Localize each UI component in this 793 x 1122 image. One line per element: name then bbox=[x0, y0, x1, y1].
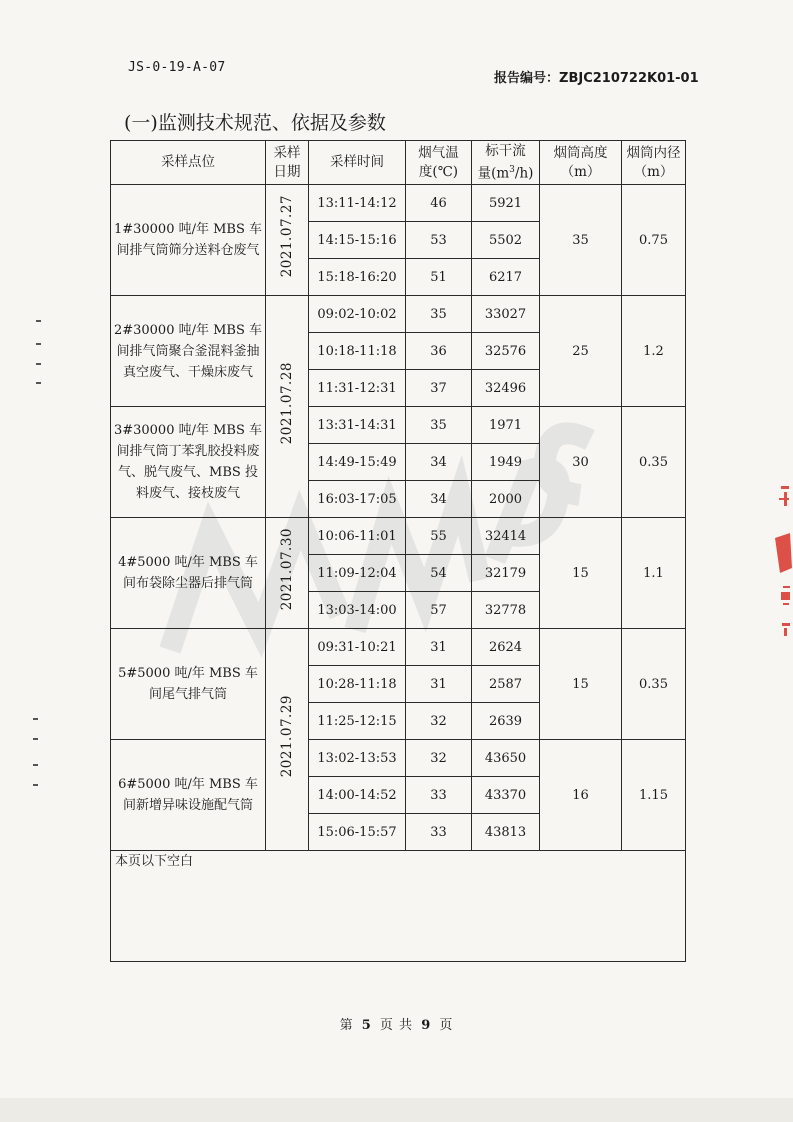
standard-dry-flow: 32414 bbox=[472, 518, 540, 555]
sampling-point: 1#30000 吨/年 MBS 车间排气筒筛分送料仓废气 bbox=[111, 185, 266, 296]
standard-dry-flow: 2587 bbox=[472, 666, 540, 703]
sampling-time: 10:18-11:18 bbox=[309, 333, 406, 370]
footer-suffix: 页 bbox=[439, 1018, 454, 1033]
flue-gas-temp: 33 bbox=[406, 777, 472, 814]
report-number-label: 报告编号： bbox=[494, 71, 560, 86]
sampling-time: 14:15-15:16 bbox=[309, 222, 406, 259]
flue-gas-temp: 51 bbox=[406, 259, 472, 296]
standard-dry-flow: 2639 bbox=[472, 703, 540, 740]
sampling-date: 2021.07.28 bbox=[266, 296, 309, 518]
flue-gas-temp: 32 bbox=[406, 703, 472, 740]
report-number-value: ZBJC210722K01-01 bbox=[559, 71, 699, 86]
flue-gas-temp: 31 bbox=[406, 629, 472, 666]
standard-dry-flow: 32179 bbox=[472, 555, 540, 592]
sampling-date: 2021.07.27 bbox=[266, 185, 309, 296]
sampling-time: 15:06-15:57 bbox=[309, 814, 406, 851]
flue-gas-temp: 35 bbox=[406, 296, 472, 333]
binding-mark bbox=[33, 738, 38, 740]
stack-diameter: 1.1 bbox=[622, 518, 686, 629]
sampling-date: 2021.07.30 bbox=[266, 518, 309, 629]
sampling-point: 6#5000 吨/年 MBS 车间新增异味设施配气筒 bbox=[111, 740, 266, 851]
sampling-time: 11:25-12:15 bbox=[309, 703, 406, 740]
sampling-time: 13:31-14:31 bbox=[309, 407, 406, 444]
table-row bbox=[111, 518, 686, 555]
blank-note-row bbox=[111, 851, 686, 962]
table-header-row bbox=[111, 141, 686, 185]
page-number: 5 bbox=[361, 1018, 372, 1033]
seal-stamp-fragment bbox=[770, 478, 793, 643]
flue-gas-temp: 35 bbox=[406, 407, 472, 444]
col-header-point: 采样点位 bbox=[111, 141, 266, 185]
sampling-time: 10:28-11:18 bbox=[309, 666, 406, 703]
standard-dry-flow: 1949 bbox=[472, 444, 540, 481]
table-row bbox=[111, 296, 686, 333]
stack-diameter: 1.15 bbox=[622, 740, 686, 851]
standard-dry-flow: 32778 bbox=[472, 592, 540, 629]
stack-height: 25 bbox=[540, 296, 622, 407]
stack-height: 30 bbox=[540, 407, 622, 518]
col-header-height: 烟筒高度 （m） bbox=[540, 141, 622, 185]
standard-dry-flow: 43370 bbox=[472, 777, 540, 814]
report-number bbox=[494, 67, 699, 86]
monitoring-parameters-table bbox=[110, 140, 686, 962]
flue-gas-temp: 36 bbox=[406, 333, 472, 370]
standard-dry-flow: 2000 bbox=[472, 481, 540, 518]
standard-dry-flow: 1971 bbox=[472, 407, 540, 444]
standard-dry-flow: 2624 bbox=[472, 629, 540, 666]
sampling-time: 13:11-14:12 bbox=[309, 185, 406, 222]
binding-mark bbox=[36, 382, 41, 384]
stack-diameter: 1.2 bbox=[622, 296, 686, 407]
flue-gas-temp: 37 bbox=[406, 370, 472, 407]
sampling-time: 11:09-12:04 bbox=[309, 555, 406, 592]
standard-dry-flow: 32576 bbox=[472, 333, 540, 370]
binding-mark bbox=[36, 363, 41, 365]
sampling-time: 13:02-13:53 bbox=[309, 740, 406, 777]
flue-gas-temp: 54 bbox=[406, 555, 472, 592]
binding-mark bbox=[36, 320, 41, 322]
footer-prefix: 第 bbox=[339, 1018, 354, 1033]
stack-height: 16 bbox=[540, 740, 622, 851]
standard-dry-flow: 5921 bbox=[472, 185, 540, 222]
col-header-flow: 标干流 量$(m^3/h)$ bbox=[472, 141, 540, 185]
sampling-time: 16:03-17:05 bbox=[309, 481, 406, 518]
stack-diameter: 0.75 bbox=[622, 185, 686, 296]
flue-gas-temp: 32 bbox=[406, 740, 472, 777]
flue-gas-temp: 57 bbox=[406, 592, 472, 629]
standard-dry-flow: 6217 bbox=[472, 259, 540, 296]
table-row bbox=[111, 740, 686, 777]
binding-mark bbox=[36, 343, 41, 345]
scan-bottom-edge bbox=[0, 1098, 793, 1122]
standard-dry-flow: 32496 bbox=[472, 370, 540, 407]
binding-mark bbox=[33, 764, 38, 766]
flue-gas-temp: 34 bbox=[406, 481, 472, 518]
page-footer bbox=[0, 1014, 793, 1033]
sampling-time: 13:03-14:00 bbox=[309, 592, 406, 629]
flue-gas-temp: 33 bbox=[406, 814, 472, 851]
sampling-time: 10:06-11:01 bbox=[309, 518, 406, 555]
binding-mark bbox=[33, 784, 38, 786]
sampling-time: 09:02-10:02 bbox=[309, 296, 406, 333]
standard-dry-flow: 33027 bbox=[472, 296, 540, 333]
sampling-date: 2021.07.29 bbox=[266, 629, 309, 851]
flue-gas-temp: 46 bbox=[406, 185, 472, 222]
sampling-point: 4#5000 吨/年 MBS 车间布袋除尘器后排气筒 bbox=[111, 518, 266, 629]
sampling-time: 14:49-15:49 bbox=[309, 444, 406, 481]
document-code: JS-0-19-A-07 bbox=[128, 60, 226, 75]
stack-height: 15 bbox=[540, 518, 622, 629]
col-header-time: 采样时间 bbox=[309, 141, 406, 185]
blank-note: 本页以下空白 bbox=[111, 851, 686, 962]
footer-middle: 页 共 bbox=[379, 1018, 414, 1033]
stack-diameter: 0.35 bbox=[622, 407, 686, 518]
sampling-time: 09:31-10:21 bbox=[309, 629, 406, 666]
stack-height: 35 bbox=[540, 185, 622, 296]
standard-dry-flow: 43650 bbox=[472, 740, 540, 777]
page-total: 9 bbox=[421, 1018, 432, 1033]
table-row bbox=[111, 407, 686, 444]
table-row bbox=[111, 629, 686, 666]
flue-gas-temp: 31 bbox=[406, 666, 472, 703]
table-row bbox=[111, 185, 686, 222]
standard-dry-flow: 43813 bbox=[472, 814, 540, 851]
col-header-diameter: 烟筒内径 （m） bbox=[622, 141, 686, 185]
standard-dry-flow: 5502 bbox=[472, 222, 540, 259]
sampling-point: 2#30000 吨/年 MBS 车间排气筒聚合釜混料釜抽真空废气、干燥床废气 bbox=[111, 296, 266, 407]
stack-height: 15 bbox=[540, 629, 622, 740]
sampling-time: 15:18-16:20 bbox=[309, 259, 406, 296]
sampling-point: 5#5000 吨/年 MBS 车间尾气排气筒 bbox=[111, 629, 266, 740]
col-header-temp: 烟气温 度(℃) bbox=[406, 141, 472, 185]
flue-gas-temp: 34 bbox=[406, 444, 472, 481]
binding-mark bbox=[33, 718, 38, 720]
stack-diameter: 0.35 bbox=[622, 629, 686, 740]
sampling-time: 11:31-12:31 bbox=[309, 370, 406, 407]
sampling-time: 14:00-14:52 bbox=[309, 777, 406, 814]
section-title: (一)监测技术规范、依据及参数 bbox=[124, 112, 386, 134]
sampling-point: 3#30000 吨/年 MBS 车间排气筒丁苯乳胶投料废气、脱气废气、MBS 投料废气、接枝废气 bbox=[111, 407, 266, 518]
flue-gas-temp: 55 bbox=[406, 518, 472, 555]
flue-gas-temp: 53 bbox=[406, 222, 472, 259]
col-header-date: 采样 日期 bbox=[266, 141, 309, 185]
